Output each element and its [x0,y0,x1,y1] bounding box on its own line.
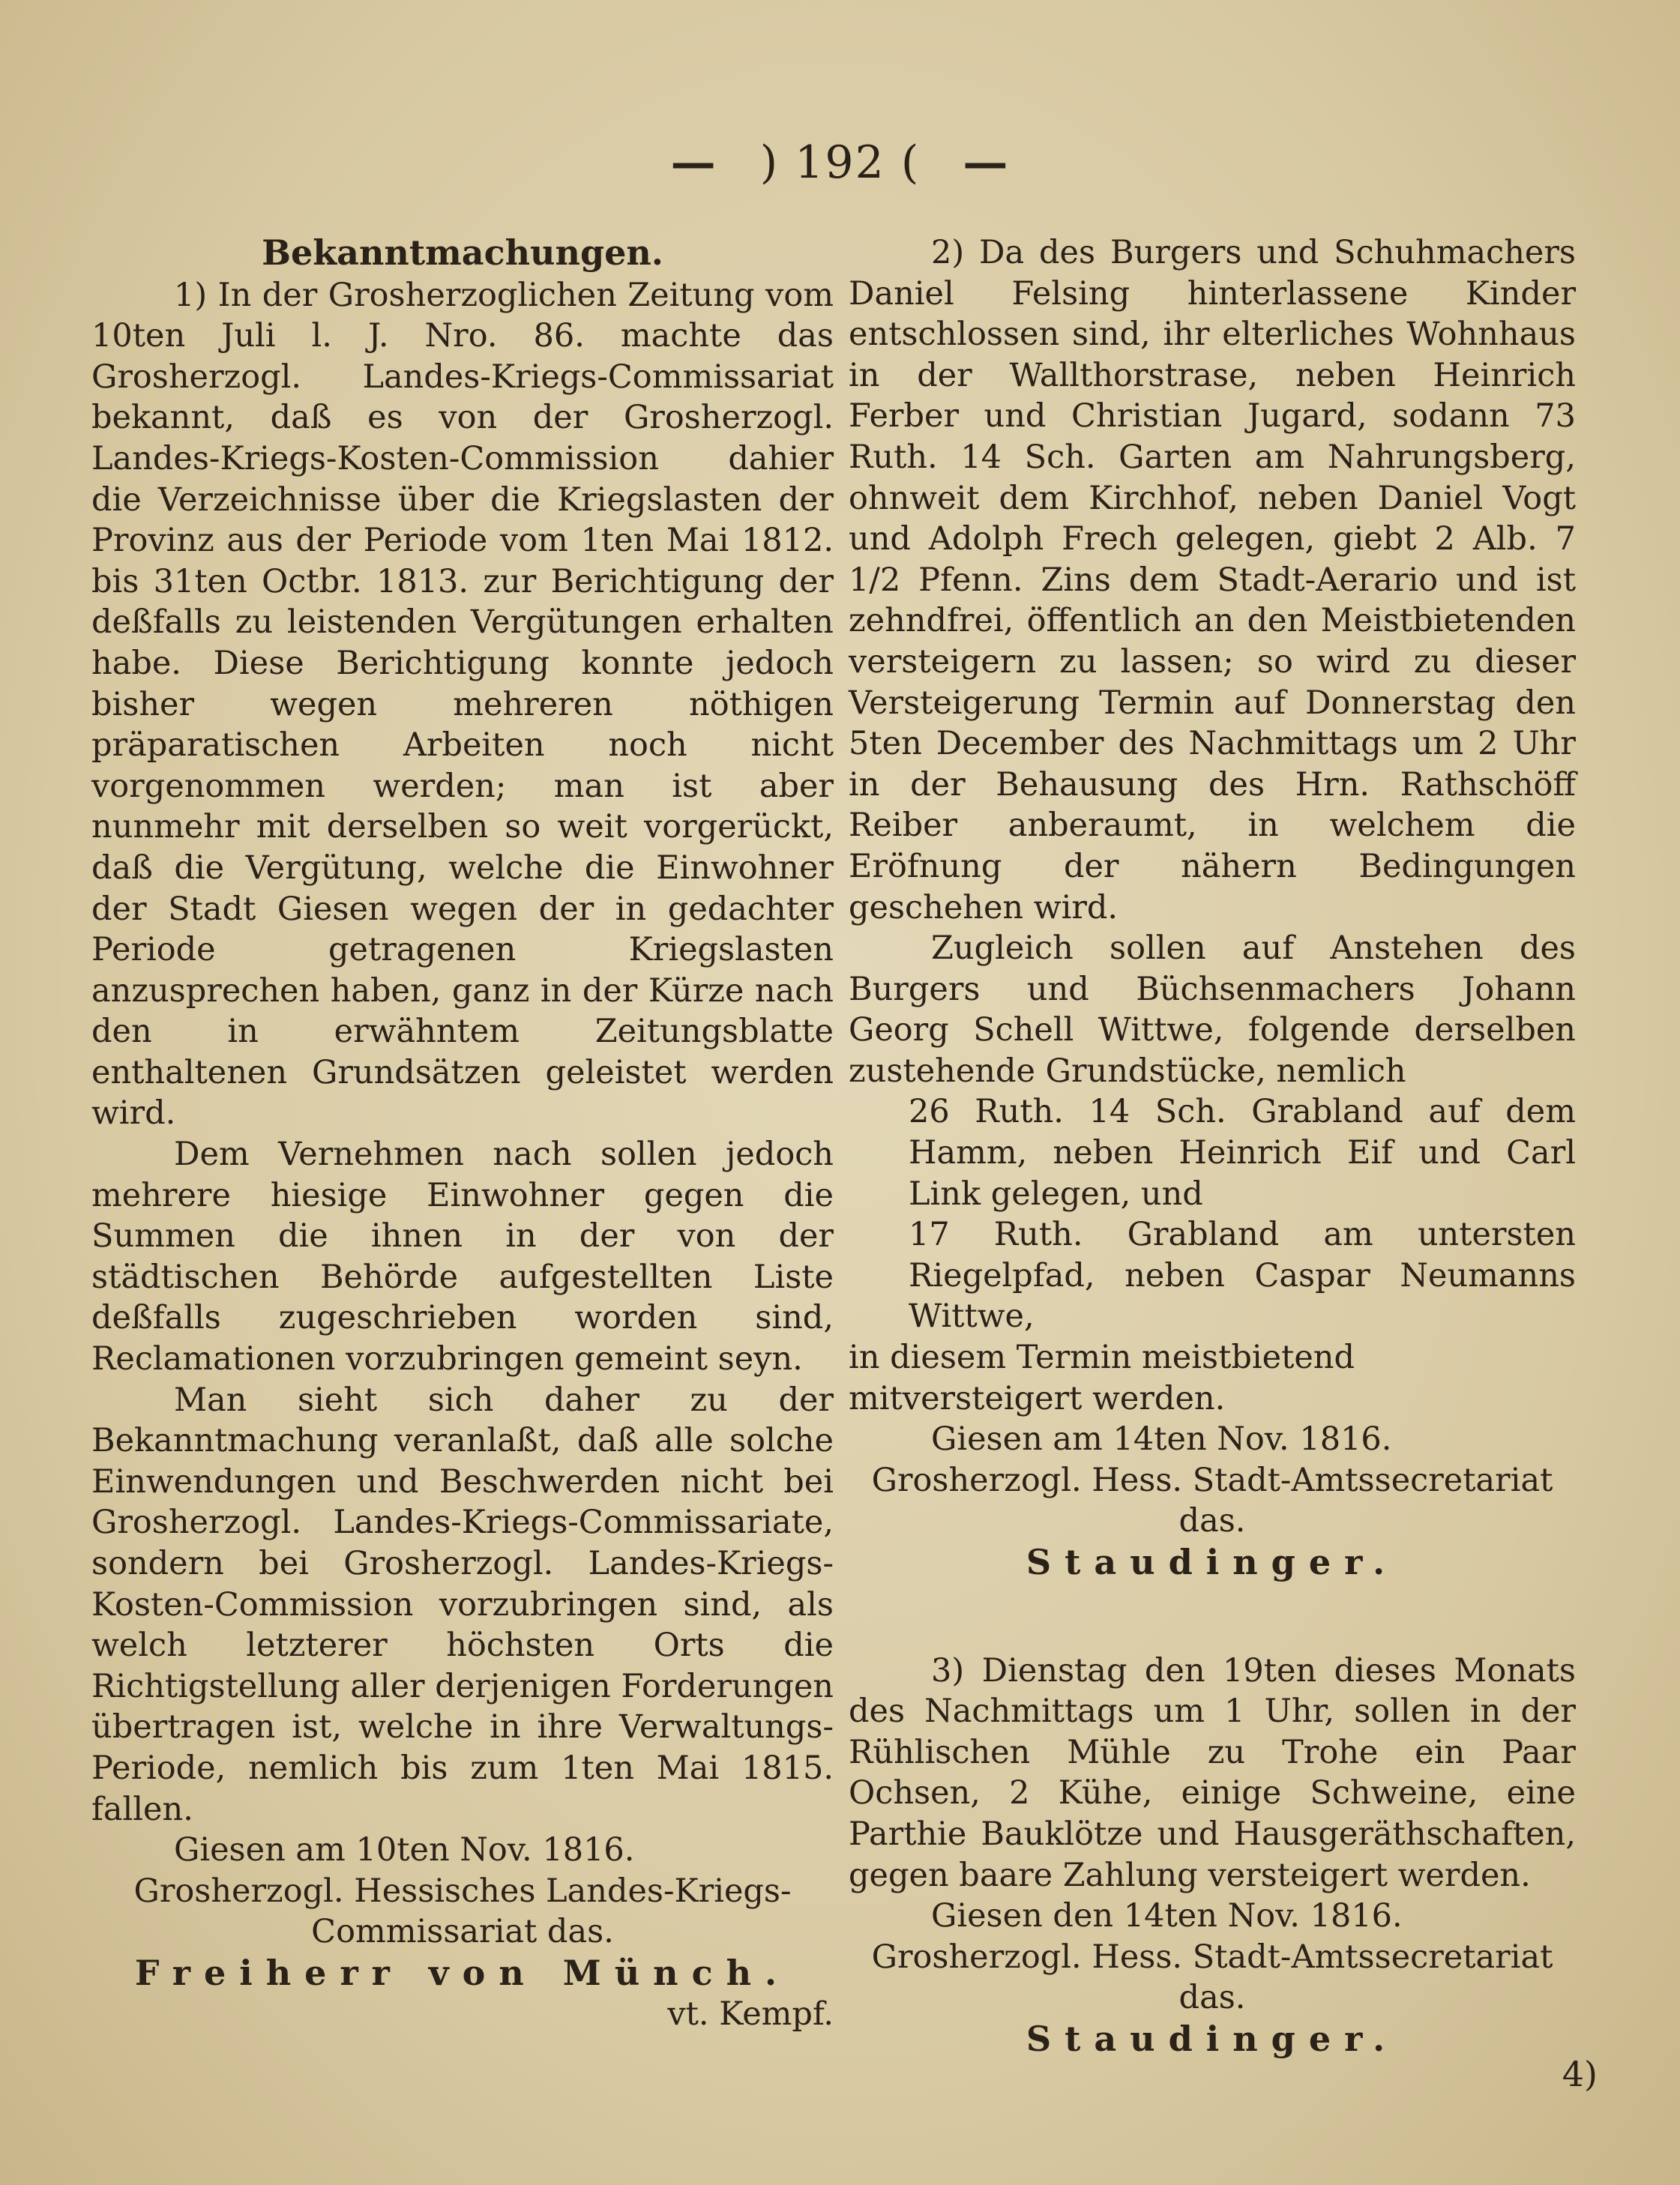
notice-3-authority: Grosherzogl. Hess. Stadt-Amtssecretariat das. [871,1938,1553,2017]
notice-1-paragraph-2: Dem Vernehmen nach sollen jedoch mehrere hiesige Einwohner gegen die Summen die ihnen in der von der städtischen Behörde aufgestellten Liste deßfalls zugeschrieben worden sind, Reclamationen vorzubringen gemeint seyn. [91,1136,834,1378]
notice-1-paragraph-1: 1) In der Grosherzoglichen Zeitung vom 10ten Juli l. J. Nro. 86. machte das Grosherzogl. Landes-Kriegs-Commissariat bekannt, daß es von der Grosherzogl. Landes-Kriegs-Kosten-Commission dahier die Verzeichnisse über die Kriegslasten der Provinz aus der Periode vom 1ten Mai 1812. bis 31ten Octbr. 1813. zur Berichtigung der deßfalls zu leistenden Vergütungen erhalten habe. Diese Berichtigung konnte jedoch bisher wegen mehreren nöthigen präparatischen Arbeiten noch nicht vorgenommen werden; man ist aber nunmehr mit derselben so weit vorgerückt, daß die Vergütung, welche die Einwohner der Stadt Giesen wegen der in gedachter Periode getragenen Kriegslasten anzusprechen haben, ganz in der Kürze nach den in erwähntem Zeitungsblatte enthaltenen Grundsätzen geleistet werden wird. [91,276,834,1133]
notice-2-signature: Staudinger. [1026,1542,1399,1582]
notice-2-list-item-1: 26 Ruth. 14 Sch. Grabland auf dem Hamm, neben Heinrich Eif und Carl Link gelegen, und [909,1093,1576,1213]
right-column [849,232,1576,2060]
notice-separator [849,1583,1576,1651]
notice-2-paragraph-3: in diesem Termin meistbietend mitversteigert werden. [849,1339,1355,1417]
notice-2-list-item-2: 17 Ruth. Grabland am untersten Riegelpfad, neben Caspar Neumanns Wittwe, [909,1216,1576,1336]
notice-1-countersign: vt. Kempf. [667,1995,834,2033]
notice-2-authority: Grosherzogl. Hess. Stadt-Amtssecretariat das. [871,1461,1553,1540]
notice-1-place-date: Giesen am 10ten Nov. 1816. [174,1831,635,1869]
page-number: ) 192 ( [759,136,921,189]
notice-2-paragraph-1: 2) Da des Burgers und Schuhmachers Daniel Felsing hinterlassene Kinder entschlossen sind, ihr elterliches Wohnhaus in der Wallthorstrase, neben Heinrich Ferber und Christian Jugard, sodann 73 Ruth. 14 Sch. Garten am Nahrungsberg, ohnweit dem Kirchhof, neben Daniel Vogt und Adolph Frech gelegen, giebt 2 Alb. 7 1/2 Pfenn. Zins dem Stadt-Aerario und ist zehndfrei, öffentlich an den Meistbietenden versteigern zu lassen; so wird zu dieser Versteigerung Termin auf Donnerstag den 5ten December des Nachmittags um 2 Uhr in der Behausung des Hrn. Rathschöff Reiber anberaumt, in welchem die Eröfnung der nähern Bedingungen geschehen wird. [849,234,1576,926]
notice-1-authority: Grosherzogl. Hessisches Landes-Kriegs-Commissariat das. [133,1872,792,1951]
notice-2-paragraph-2: Zugleich sollen auf Anstehen des Burgers und Büchsenmachers Johann Georg Schell Wittwe, folgende derselben zustehende Grundstücke, nemlich [849,929,1576,1090]
section-title: Bekanntmachungen. [262,232,663,273]
header-dash-right: — [963,136,1010,189]
left-column [91,232,834,2034]
notice-3-paragraph-1: 3) Dienstag den 19ten dieses Monats des Nachmittags um 1 Uhr, sollen in der Rühlischen Mühle zu Trohe ein Paar Ochsen, 2 Kühe, einige Schweine, eine Parthie Bauklötze und Hausgeräthschaften, gegen baare Zahlung versteigert werden. [849,1651,1576,1894]
header-dash-left: — [670,136,717,189]
notice-1-paragraph-3: Man sieht sich daher zu der Bekanntmachung veranlaßt, daß alle solche Einwendungen und Beschwerden nicht bei Grosherzogl. Landes-Kriegs-Commissariate, sondern bei Grosherzogl. Landes-Kriegs-Kosten-Commission vorzubringen sind, als welch letzterer höchsten Orts die Richtigstellung aller derjenigen Forderungen übertragen ist, welche in ihre Verwaltungs-Periode, nemlich bis zum 1ten Mai 1815. fallen. [91,1381,834,1828]
notice-3-place-date: Giesen den 14ten Nov. 1816. [931,1897,1403,1935]
catchword: 4) [1562,2054,1598,2094]
notice-2-place-date: Giesen am 14ten Nov. 1816. [931,1420,1392,1459]
page-header [0,136,1680,189]
notice-3-signature: Staudinger. [1026,2018,1399,2059]
notice-1-signature: Freiherr von Münch. [134,1952,791,1993]
